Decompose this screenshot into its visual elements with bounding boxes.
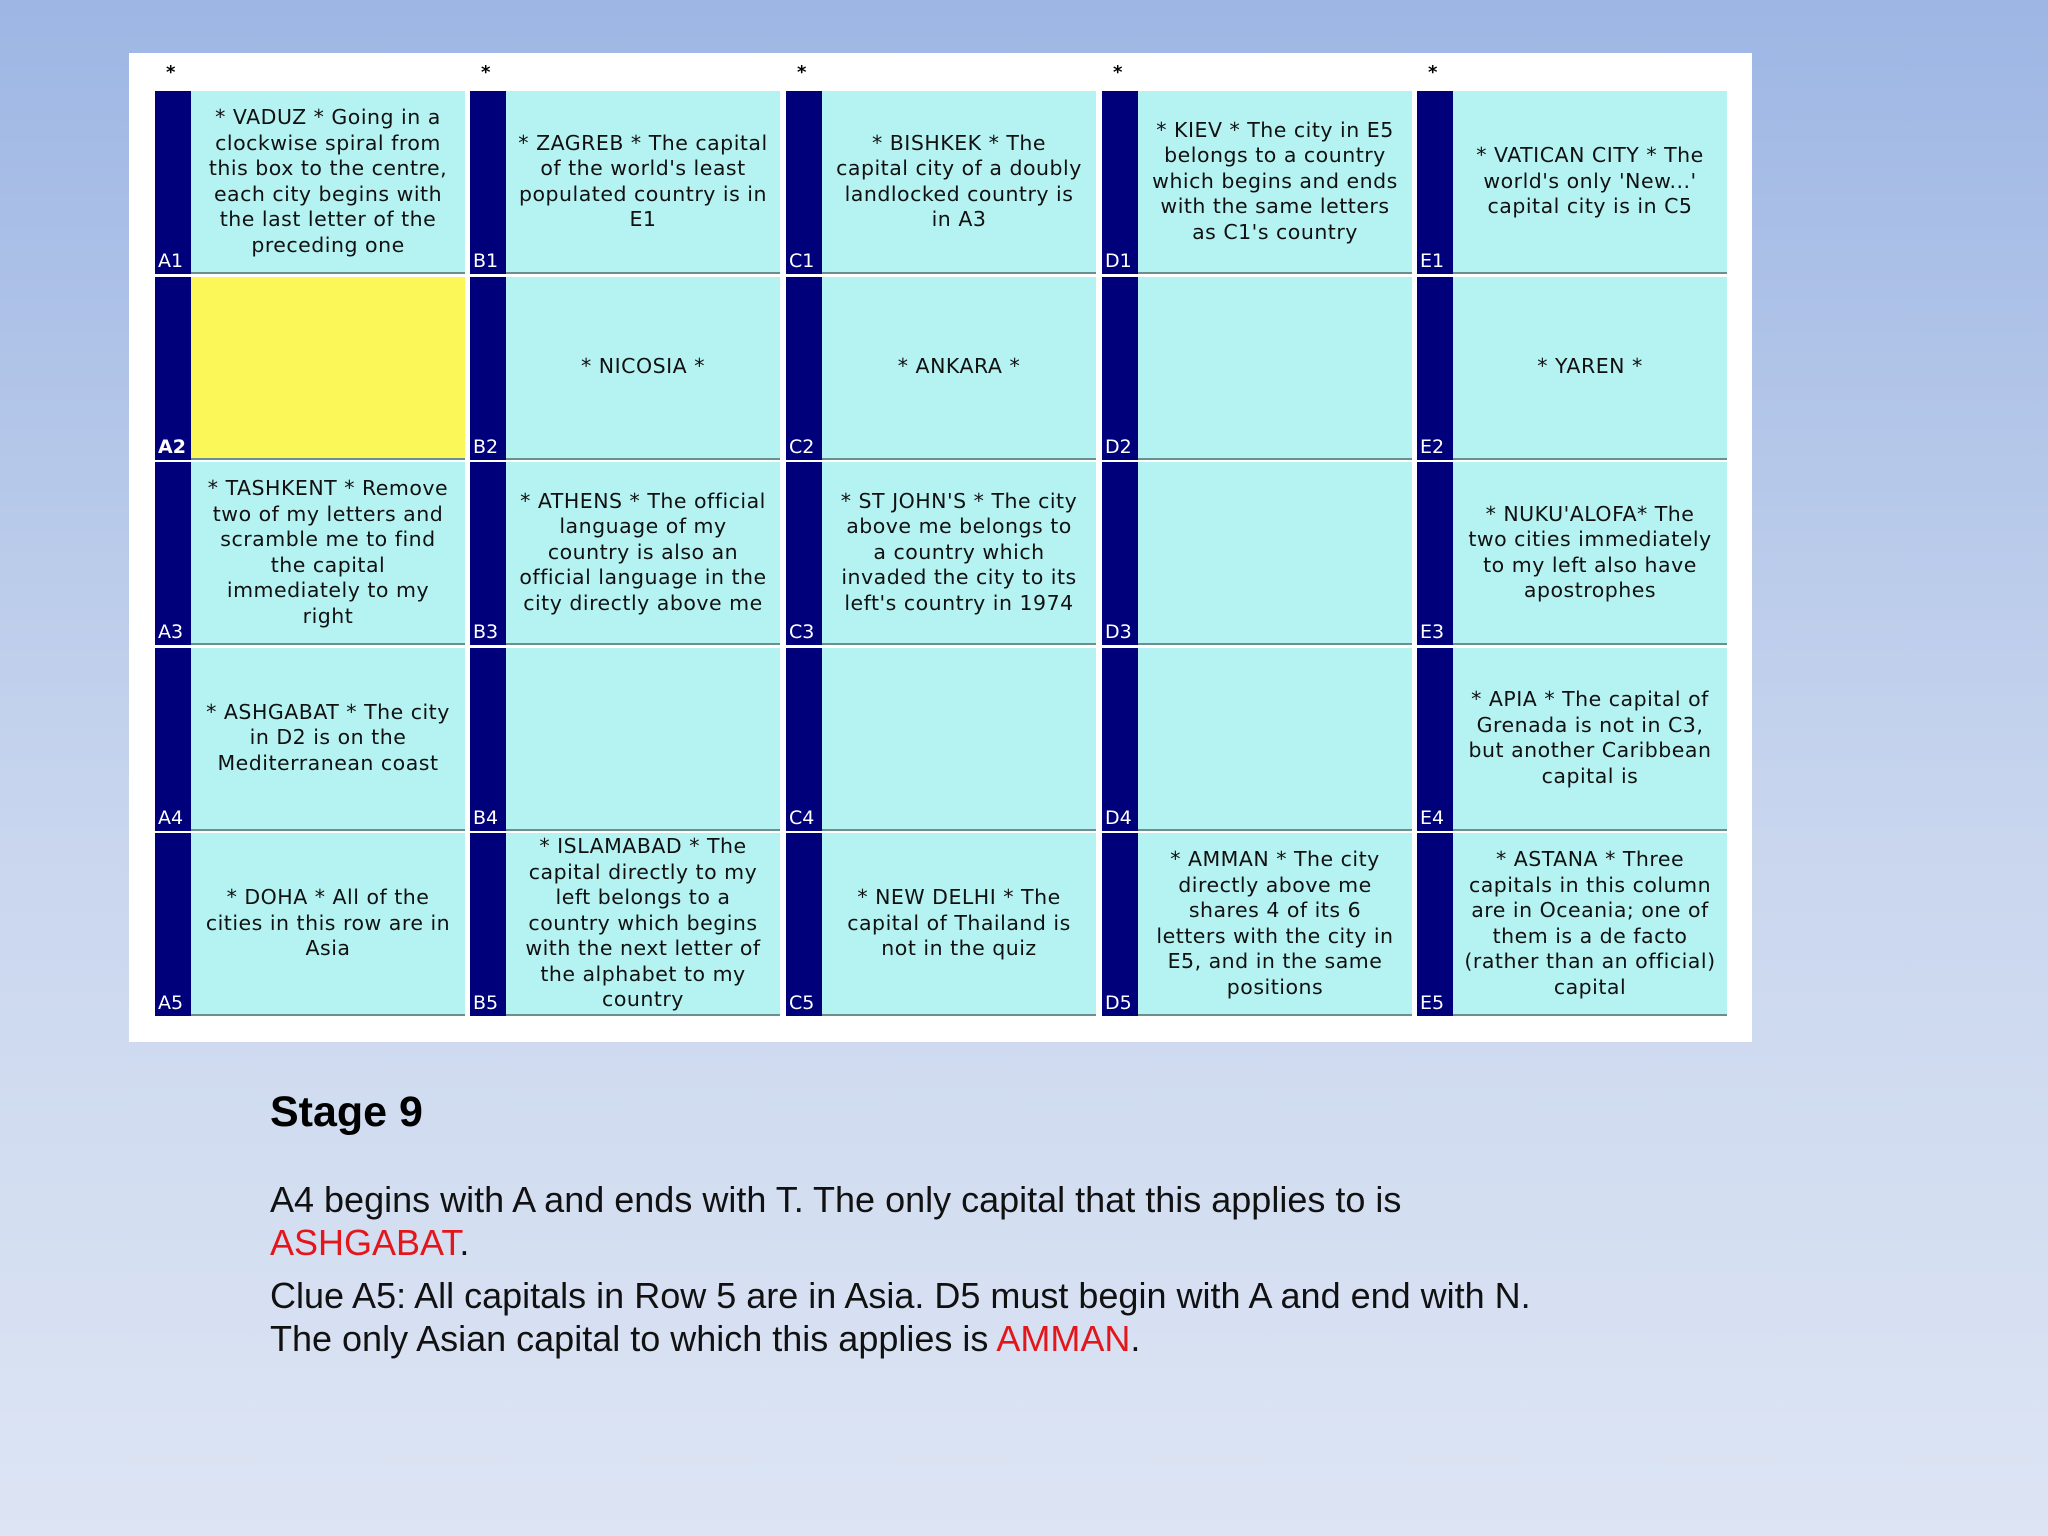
clue-text-d5: * AMMAN * The city directly above me shares 4 of its 6 letters with the city in E5, and in the same positions (1156, 847, 1394, 999)
explanation-text-1: A4 begins with A and ends with T. The only capital that this applies to is (270, 1179, 1402, 1220)
cell-bar-b5 (470, 833, 506, 1016)
cell-bar-e5 (1417, 833, 1453, 1016)
clue-text-b1: * ZAGREB * The capital of the world's least populated country is in E1 (518, 130, 768, 231)
explanation-text-2a: Clue A5: All capitals in Row 5 are in Asia. D5 must begin with A and end with N. (270, 1275, 1531, 1316)
cell-bar-e3 (1417, 462, 1453, 645)
cell-label-c3: C3 (789, 621, 815, 643)
cell-label-b4: B4 (473, 806, 499, 829)
stage-title: Stage 9 (270, 1088, 423, 1136)
grid-cell-b1 (506, 91, 780, 274)
cell-bar-c2 (786, 277, 822, 460)
cell-label-c1: C1 (789, 250, 815, 272)
grid-cell-c1 (822, 91, 1096, 274)
cell-bar-c4 (786, 648, 822, 831)
cell-bar-c3 (786, 462, 822, 645)
cell-bar-b3 (470, 462, 506, 645)
grid-cell-c4 (822, 648, 1096, 831)
grid-cell-c2 (822, 277, 1096, 460)
grid-cell-a3 (191, 462, 465, 645)
cell-label-d4: D4 (1105, 806, 1132, 829)
cell-bar-e2 (1417, 277, 1453, 460)
grid-cell-d1 (1138, 91, 1412, 274)
cell-label-e3: E3 (1420, 621, 1445, 643)
grid-cell-b4 (506, 648, 780, 831)
cell-bar-d4 (1102, 648, 1138, 831)
grid-cell-b2 (506, 277, 780, 460)
punctuation-2: . (1130, 1318, 1141, 1359)
cell-label-b2: B2 (473, 435, 499, 458)
clue-text-a5: * DOHA * All of the cities in this row are in Asia (205, 885, 451, 961)
grid-cell-b3 (506, 462, 780, 645)
cell-label-e1: E1 (1420, 250, 1445, 272)
grid-cell-d4 (1138, 648, 1412, 831)
clue-text-e3: * NUKU'ALOFA* The two cities immediately to my left also have apostrophes (1468, 501, 1712, 602)
cell-bar-e1 (1417, 91, 1453, 274)
cell-label-d1: D1 (1105, 250, 1132, 272)
puzzle-grid (129, 53, 1752, 1042)
column-star-a: * (166, 62, 176, 83)
grid-cell-d3 (1138, 462, 1412, 645)
clue-text-c3: * ST JOHN'S * The city above me belongs to a country which invaded the city to its left's country in 1974 (840, 488, 1078, 615)
explanation-paragraph-2 (270, 1274, 1650, 1360)
column-star-e: * (1428, 62, 1438, 83)
explanation-paragraph-1 (270, 1178, 1650, 1264)
grid-cell-e3 (1453, 462, 1727, 645)
grid-cell-d2 (1138, 277, 1412, 460)
cell-bar-c1 (786, 91, 822, 274)
answer-amman: AMMAN (996, 1318, 1131, 1359)
cell-label-e5: E5 (1420, 992, 1445, 1014)
clue-text-b5: * ISLAMABAD * The capital directly to my left belongs to a country which begins with the next letter of the alphabet to my country (525, 834, 761, 1012)
clue-text-e2: * YAREN * (1537, 354, 1643, 379)
cell-bar-c5 (786, 833, 822, 1016)
cell-label-c2: C2 (789, 435, 815, 458)
clue-text-c2: * ANKARA * (897, 354, 1021, 379)
clue-text-b3: * ATHENS * The official language of my country is also an official language in the city directly above me (519, 488, 767, 615)
cell-label-c4: C4 (789, 806, 815, 829)
cell-label-a1: A1 (158, 250, 184, 272)
cell-bar-e4 (1417, 648, 1453, 831)
answer-ashgabat: ASHGABAT (270, 1222, 460, 1263)
cell-label-e4: E4 (1420, 806, 1445, 829)
cell-bar-d2 (1102, 277, 1138, 460)
column-star-d: * (1113, 62, 1123, 83)
cell-label-e2: E2 (1420, 435, 1445, 458)
grid-cell-e5 (1453, 833, 1727, 1016)
cell-label-b5: B5 (473, 992, 499, 1014)
explanation-text-2b: The only Asian capital to which this applies is (270, 1318, 989, 1359)
cell-label-d2: D2 (1105, 435, 1132, 458)
grid-cell-a1 (191, 91, 465, 274)
grid-cell-c5 (822, 833, 1096, 1016)
column-star-b: * (481, 62, 491, 83)
clue-text-e4: * APIA * The capital of Grenada is not in C3, but another Caribbean capital is (1468, 687, 1712, 788)
grid-cell-e4 (1453, 648, 1727, 831)
cell-label-d5: D5 (1105, 992, 1132, 1014)
cell-bar-d1 (1102, 91, 1138, 274)
punctuation-1: . (459, 1222, 470, 1263)
clue-text-e5: * ASTANA * Three capitals in this column are in Oceania; one of them is a de facto (rather than an official) capital (1464, 847, 1716, 999)
clue-text-e1: * VATICAN CITY * The world's only 'New...' capital city is in C5 (1476, 143, 1704, 219)
cell-bar-b1 (470, 91, 506, 274)
column-star-c: * (797, 62, 807, 83)
cell-label-b3: B3 (473, 621, 499, 643)
clue-text-a3: * TASHKENT * Remove two of my letters and scramble me to find the capital immediately to my right (207, 476, 449, 628)
cell-bar-a5 (155, 833, 191, 1016)
grid-cell-c3 (822, 462, 1096, 645)
clue-text-c5: * NEW DELHI * The capital of Thailand is not in the quiz (847, 885, 1071, 961)
clue-text-a4: * ASHGABAT * The city in D2 is on the Mediterranean coast (206, 699, 450, 775)
clue-text-a1: * VADUZ * Going in a clockwise spiral from this box to the centre, each city begins with the last letter of the preceding one (208, 105, 448, 257)
cell-label-d3: D3 (1105, 621, 1132, 643)
cell-bar-a1 (155, 91, 191, 274)
cell-label-a3: A3 (158, 621, 184, 643)
grid-cell-a2 (191, 277, 465, 460)
cell-bar-d3 (1102, 462, 1138, 645)
grid-cell-b5 (506, 833, 780, 1016)
grid-cell-e2 (1453, 277, 1727, 460)
cell-bar-a3 (155, 462, 191, 645)
cell-label-a5: A5 (158, 992, 184, 1014)
cell-bar-a2 (155, 277, 191, 460)
cell-bar-b2 (470, 277, 506, 460)
cell-label-a2: A2 (158, 435, 186, 458)
cell-bar-b4 (470, 648, 506, 831)
grid-cell-e1 (1453, 91, 1727, 274)
clue-text-d1: * KIEV * The city in E5 belongs to a country which begins and ends with the same letters as C1's country (1152, 117, 1398, 244)
cell-bar-a4 (155, 648, 191, 831)
clue-text-b2: * NICOSIA * (581, 354, 705, 379)
grid-cell-a5 (191, 833, 465, 1016)
cell-label-c5: C5 (789, 992, 815, 1014)
cell-label-a4: A4 (158, 806, 184, 829)
clue-text-c1: * BISHKEK * The capital city of a doubly landlocked country is in A3 (836, 130, 1082, 231)
grid-cell-a4 (191, 648, 465, 831)
cell-bar-d5 (1102, 833, 1138, 1016)
cell-label-b1: B1 (473, 250, 499, 272)
grid-cell-d5 (1138, 833, 1412, 1016)
